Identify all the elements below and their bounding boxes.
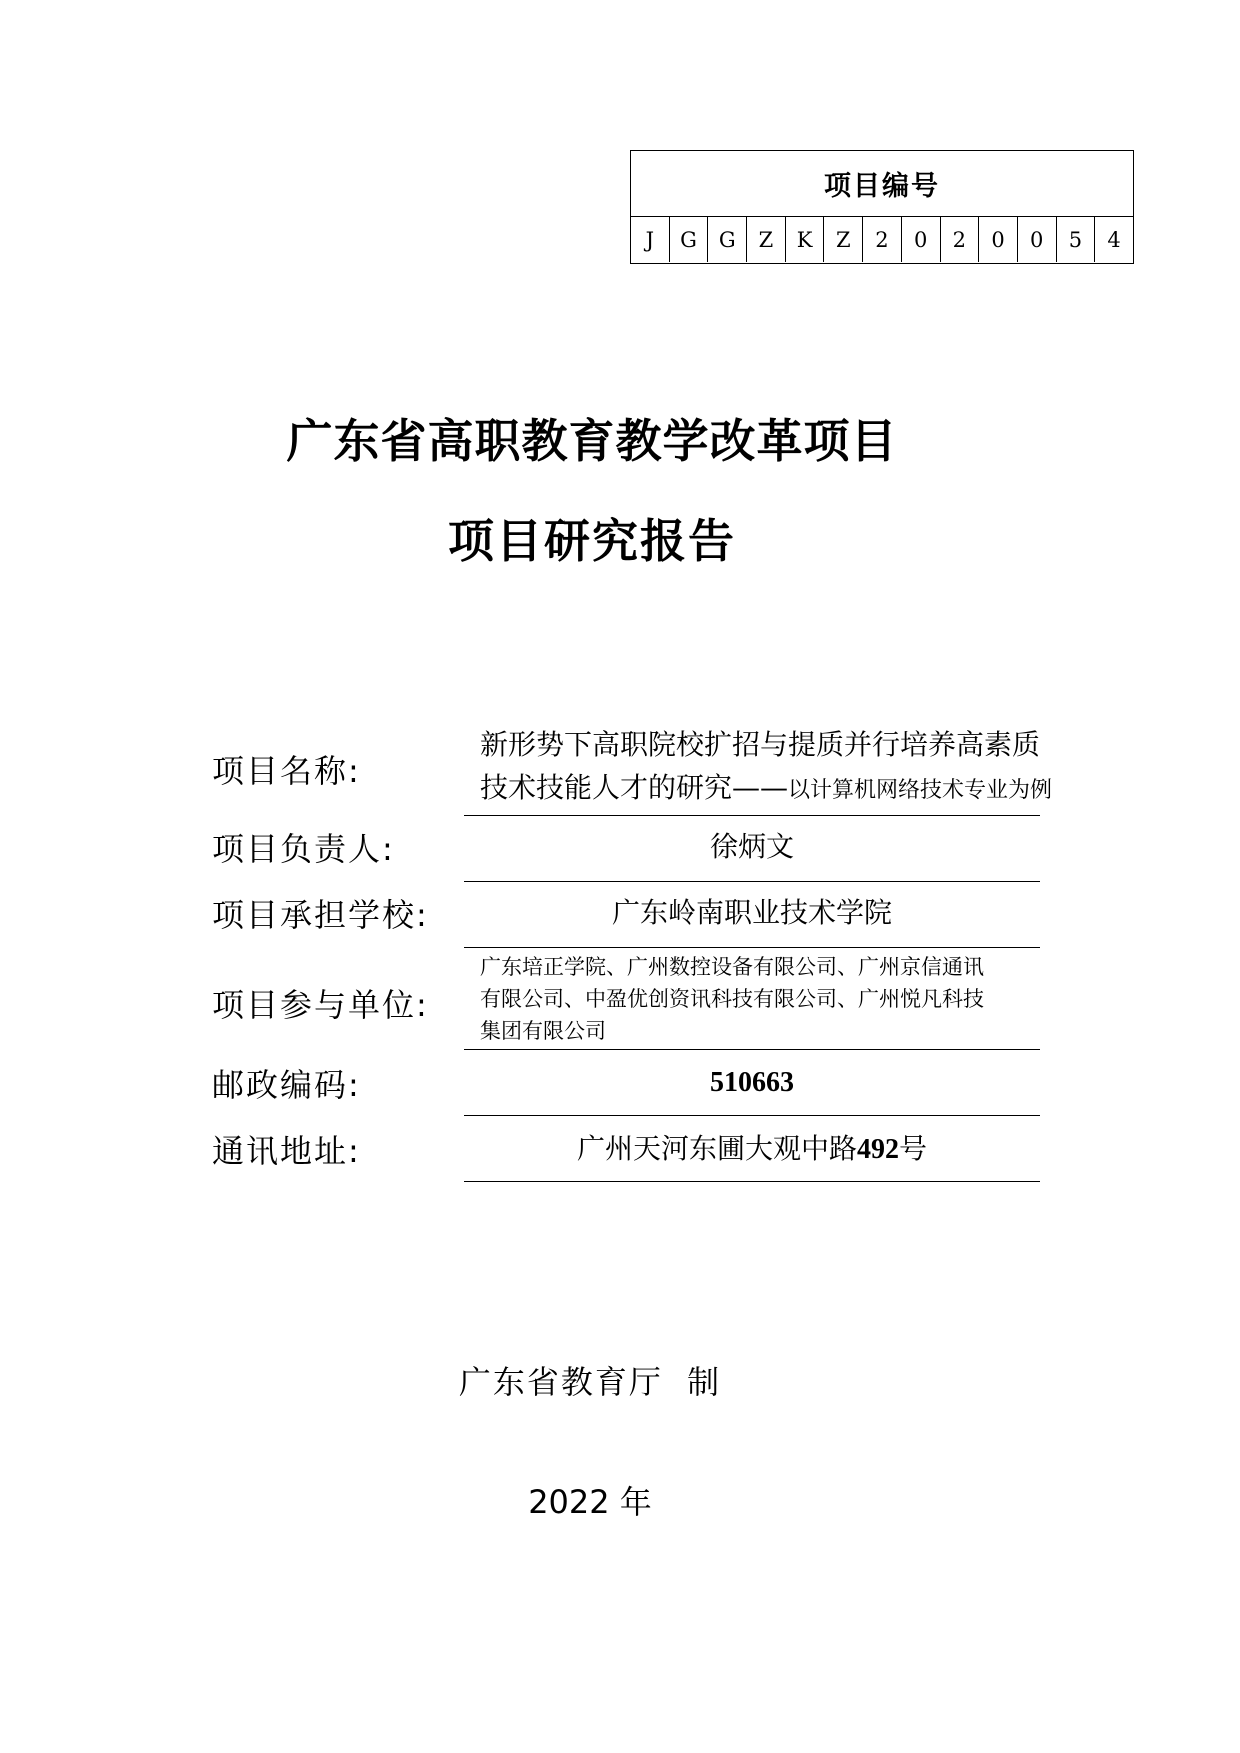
project-number-digit: Z [824, 217, 863, 262]
address-text [464, 1116, 1040, 1183]
address-suffix: 号 [899, 1132, 928, 1165]
participants-line: 集团有限公司 [480, 1019, 606, 1043]
participants-line: 广东培正学院、广州数控设备有限公司、广州京信通讯 [480, 955, 984, 979]
project-number-digit: 0 [1018, 217, 1057, 262]
issuer-line: 广东省教育厅 制 [458, 1363, 722, 1401]
project-name-value [464, 722, 1053, 816]
project-name-line-1: 新形势下高职院校扩招与提质并行培养高素质 [480, 728, 1041, 761]
project-number-label: 项目编号 [631, 151, 1133, 217]
postcode-value [464, 1050, 1040, 1116]
project-number-digit: G [708, 217, 747, 262]
project-number-digit: J [631, 217, 670, 262]
host-school-name: 广东岭南职业技术学院 [611, 896, 892, 929]
project-number-digit: G [670, 217, 709, 262]
project-number-digit: 0 [979, 217, 1018, 262]
project-number-digit: K [786, 217, 825, 262]
host-school-value [464, 882, 1040, 948]
address-value [464, 1116, 1040, 1182]
host-school-label: 项目承担学校: [212, 896, 429, 934]
project-number-digit: 5 [1057, 217, 1096, 262]
postcode-label: 邮政编码: [212, 1066, 361, 1104]
participants-label: 项目参与单位: [212, 986, 429, 1024]
project-leader-value [464, 816, 1040, 882]
participants-list [464, 948, 1040, 1049]
document-subtitle: 项目研究报告 [448, 514, 736, 568]
project-leader-name: 徐炳文 [709, 830, 794, 863]
project-leader-label: 项目负责人: [212, 830, 395, 868]
project-name-line-2-small: 以计算机网络技术专业为例 [788, 778, 1053, 803]
project-number-digit: 0 [902, 217, 941, 262]
project-number-digit: 2 [941, 217, 980, 262]
participants-line: 有限公司、中盈优创资讯科技有限公司、广州悦凡科技 [480, 987, 984, 1011]
postcode-number: 510663 [710, 1067, 794, 1098]
project-number-digit: Z [747, 217, 786, 262]
address-label: 通讯地址: [212, 1132, 361, 1170]
participants-value [464, 948, 1040, 1050]
project-name-line-2 [464, 768, 1053, 811]
issue-year: 2022 年 [528, 1483, 652, 1521]
project-name-line-2-main: 技术技能人才的研究—— [480, 771, 789, 804]
document-title: 广东省高职教育教学改革项目 [286, 414, 898, 468]
project-number-digit: 4 [1107, 227, 1121, 252]
project-number-cells [631, 217, 1133, 262]
project-name-label: 项目名称: [212, 752, 361, 790]
project-number-digit: 2 [863, 217, 902, 262]
address-number: 492 [857, 1134, 899, 1165]
project-number-box [630, 150, 1134, 264]
address-street: 广州天河东圃大观中路 [576, 1132, 857, 1165]
